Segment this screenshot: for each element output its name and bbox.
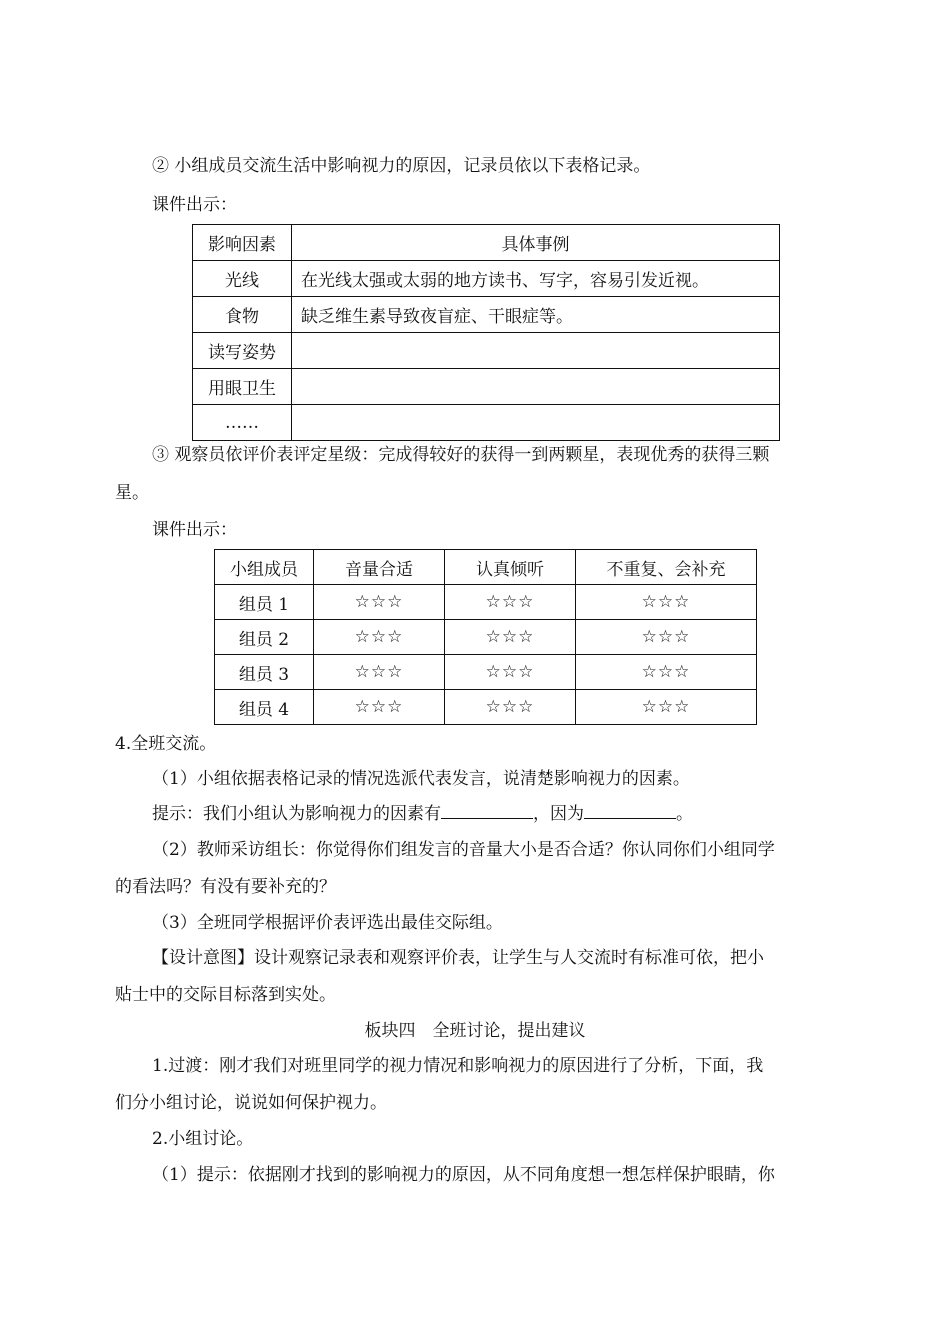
- table-row: [193, 333, 780, 369]
- table-cell: 在光线太强或太弱的地方读书、写字，容易引发近视。: [292, 261, 780, 297]
- star-rating: ☆☆☆: [576, 620, 757, 655]
- paragraph-hint: [152, 802, 693, 826]
- star-rating: ☆☆☆: [314, 655, 445, 690]
- table-header-cell: 认真倾听: [445, 550, 576, 585]
- table-cell: 组员 3: [215, 655, 314, 690]
- table-row: [215, 690, 757, 725]
- table-header-cell: 影响因素: [193, 225, 292, 261]
- table-cell: [292, 333, 780, 369]
- table-cell: 用眼卫生: [193, 369, 292, 405]
- table-row: [193, 369, 780, 405]
- table-cell: 光线: [193, 261, 292, 297]
- table-cell: 组员 4: [215, 690, 314, 725]
- table-row: [215, 620, 757, 655]
- table-row: [193, 297, 780, 333]
- table-row: [215, 655, 757, 690]
- table-cell: 读写姿势: [193, 333, 292, 369]
- table-cell: 食物: [193, 297, 292, 333]
- table-cell: 组员 1: [215, 585, 314, 620]
- table-header-cell: 音量合适: [314, 550, 445, 585]
- table-cell: [292, 405, 780, 441]
- star-rating: ☆☆☆: [445, 620, 576, 655]
- table-cell: ……: [193, 405, 292, 441]
- hint-text-pre: 提示：我们小组认为影响视力的因素有: [152, 804, 441, 824]
- table-cell: [292, 369, 780, 405]
- paragraph-observer-rating-cont: 星。: [115, 483, 149, 503]
- star-rating: ☆☆☆: [314, 585, 445, 620]
- table-header-cell: 具体事例: [292, 225, 780, 261]
- paragraph-group-discussion: 2.小组讨论。: [152, 1129, 254, 1149]
- paragraph-transition-cont: 们分小组讨论，说说如何保护视力。: [115, 1093, 387, 1113]
- paragraph-design-intent: 【设计意图】设计观察记录表和观察评价表，让学生与人交流时有标准可依，把小: [152, 948, 764, 968]
- paragraph-design-intent-cont: 贴士中的交际目标落到实处。: [115, 985, 336, 1005]
- paragraph-step-1: （1）小组依据表格记录的情况选派代表发言，说清楚影响视力的因素。: [152, 769, 690, 789]
- hint-text-mid: ，因为: [533, 804, 584, 824]
- factors-table: [192, 224, 780, 441]
- evaluation-table: [214, 549, 757, 725]
- paragraph-discussion-hint: （1）提示：依据刚才找到的影响视力的原因，从不同角度想一想怎样保护眼睛，你: [152, 1165, 775, 1185]
- hint-text-end: 。: [676, 804, 693, 824]
- fill-blank: [584, 802, 676, 819]
- paragraph-class-exchange: 4.全班交流。: [115, 734, 217, 754]
- star-rating: ☆☆☆: [445, 585, 576, 620]
- star-rating: ☆☆☆: [576, 690, 757, 725]
- table-header-row: [215, 550, 757, 585]
- star-rating: ☆☆☆: [445, 690, 576, 725]
- star-rating: ☆☆☆: [576, 585, 757, 620]
- star-rating: ☆☆☆: [576, 655, 757, 690]
- table-header-row: [193, 225, 780, 261]
- star-rating: ☆☆☆: [314, 690, 445, 725]
- paragraph-step-2: （2）教师采访组长：你觉得你们组发言的音量大小是否合适？你认同你们小组同学: [152, 840, 775, 860]
- paragraph-step-3: （3）全班同学根据评价表评选出最佳交际组。: [152, 913, 503, 933]
- table-row: [215, 585, 757, 620]
- paragraph-courseware-label-1: 课件出示：: [152, 195, 237, 215]
- fill-blank: [441, 802, 533, 819]
- paragraph-transition: 1.过渡：刚才我们对班里同学的视力情况和影响视力的原因进行了分析，下面，我: [152, 1056, 764, 1076]
- paragraph-observer-rating: ③ 观察员依评价表评定星级：完成得较好的获得一到两颗星，表现优秀的获得三颗: [152, 445, 770, 465]
- star-rating: ☆☆☆: [445, 655, 576, 690]
- table-header-cell: 不重复、会补充: [576, 550, 757, 585]
- table-cell: 组员 2: [215, 620, 314, 655]
- table-cell: 缺乏维生素导致夜盲症、干眼症等。: [292, 297, 780, 333]
- paragraph-record-instruction: ② 小组成员交流生活中影响视力的原因，记录员依以下表格记录。: [152, 156, 651, 176]
- table-row: [193, 405, 780, 441]
- star-rating: ☆☆☆: [314, 620, 445, 655]
- section-heading: 板块四 全班讨论，提出建议: [364, 1021, 586, 1041]
- paragraph-step-2-cont: 的看法吗？有没有要补充的？: [115, 877, 336, 897]
- table-row: [193, 261, 780, 297]
- table-header-cell: 小组成员: [215, 550, 314, 585]
- paragraph-courseware-label-2: 课件出示：: [152, 520, 237, 540]
